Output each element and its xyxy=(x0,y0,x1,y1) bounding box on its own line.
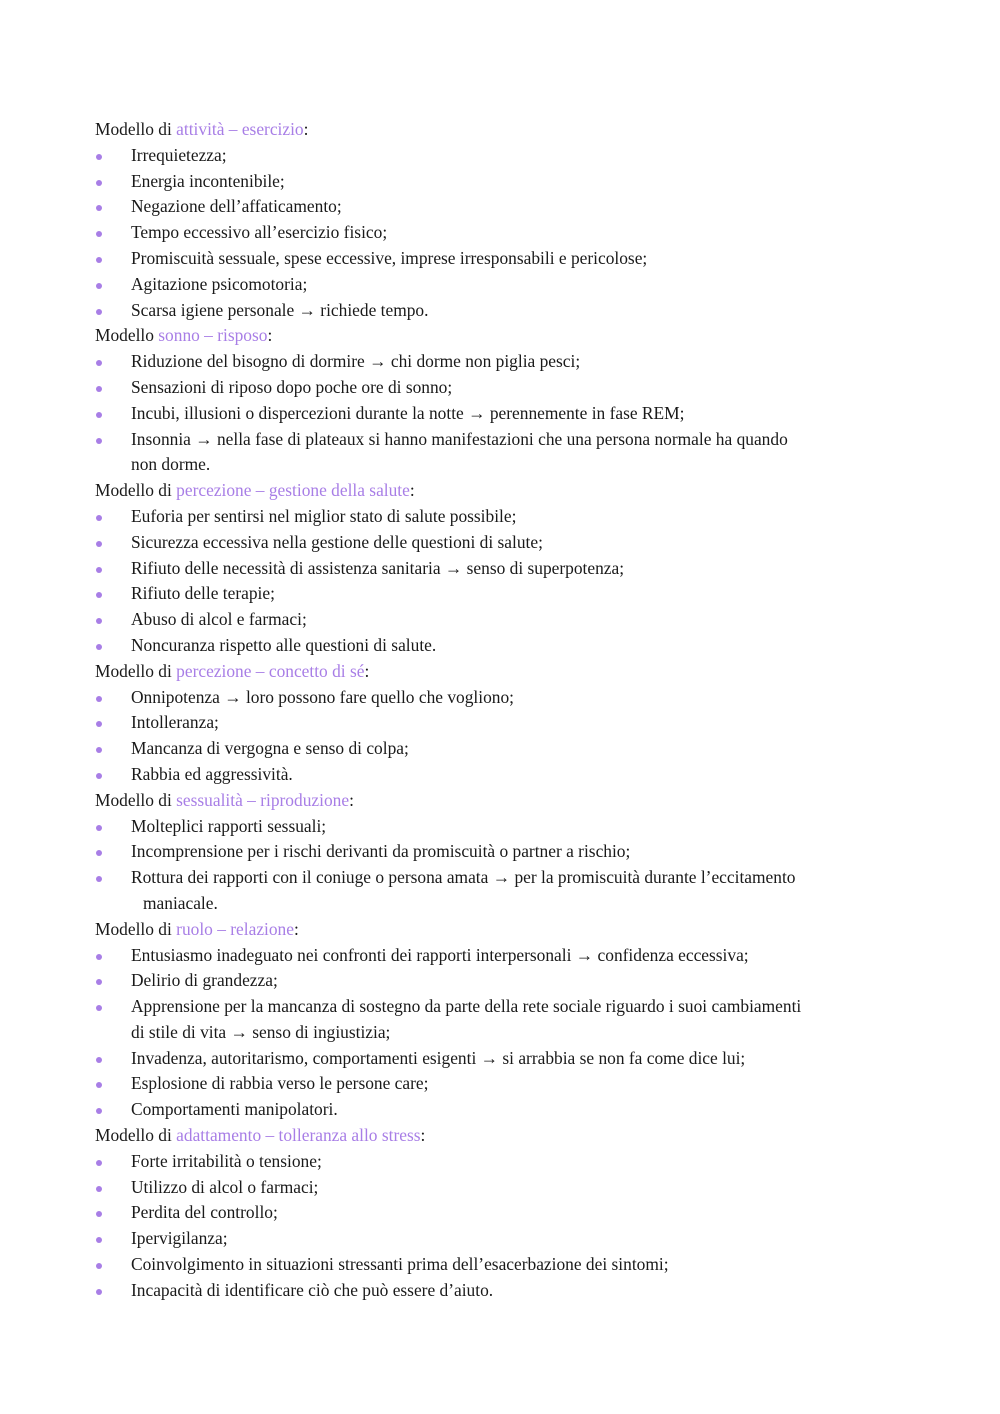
section-prefix: Modello di xyxy=(95,1125,177,1146)
bullet-list xyxy=(95,143,905,324)
list-item xyxy=(95,272,905,298)
bullet-dot-icon xyxy=(96,876,102,882)
bullet-dot-icon xyxy=(96,850,102,856)
list-item xyxy=(95,220,905,246)
section-colon: : xyxy=(364,660,370,681)
bullet-dot-icon xyxy=(96,618,102,624)
bullet-list xyxy=(95,943,905,1124)
list-item xyxy=(95,839,905,865)
list-item xyxy=(95,633,905,659)
list-item-text: Ipervigilanza; xyxy=(131,1228,228,1249)
list-item-continuation: di stile di vita → senso di ingiustizia; xyxy=(131,1021,391,1042)
list-item xyxy=(95,1071,905,1097)
section-prefix: Modello di xyxy=(95,480,177,501)
list-item-text: Rifiuto delle necessità di assistenza sanitaria → senso di superpotenza; xyxy=(131,557,625,578)
bullet-dot-icon xyxy=(96,257,102,263)
section-heading xyxy=(95,1123,905,1149)
section-topic: percezione – concetto di sé xyxy=(176,660,365,681)
list-item xyxy=(95,685,905,711)
list-item xyxy=(95,581,905,607)
bullet-dot-icon xyxy=(96,773,102,779)
list-item-text: Incapacità di identificare ciò che può essere d’aiuto. xyxy=(131,1279,494,1300)
list-item-text: Intolleranza; xyxy=(131,712,219,733)
bullet-dot-icon xyxy=(96,825,102,831)
list-item-text: Sensazioni di riposo dopo poche ore di sonno; xyxy=(131,376,453,397)
bullet-dot-icon xyxy=(96,1211,102,1217)
list-item-text: Incubi, illusioni o dispercezioni durante la notte → perennemente in fase REM; xyxy=(131,402,685,423)
section-heading xyxy=(95,659,905,685)
document-page xyxy=(95,117,905,1304)
list-item-text: Agitazione psicomotoria; xyxy=(131,273,308,294)
bullet-dot-icon xyxy=(96,1289,102,1295)
list-item xyxy=(95,349,905,375)
list-item xyxy=(95,298,905,324)
list-item-continuation: maniacale. xyxy=(143,892,218,913)
section-topic: sessualità – riproduzione xyxy=(176,789,350,810)
list-item xyxy=(95,401,905,427)
bullet-dot-icon xyxy=(96,1108,102,1114)
list-item xyxy=(95,943,905,969)
list-item xyxy=(95,194,905,220)
bullet-dot-icon xyxy=(96,747,102,753)
bullet-dot-icon xyxy=(96,231,102,237)
bullet-dot-icon xyxy=(96,309,102,315)
list-item-text: Sicurezza eccessiva nella gestione delle questioni di salute; xyxy=(131,531,543,552)
list-item-text: Entusiasmo inadeguato nei confronti dei rapporti interpersonali → confidenza eccessiva; xyxy=(131,944,749,965)
list-item xyxy=(95,762,905,788)
list-item xyxy=(95,530,905,556)
section-heading xyxy=(95,788,905,814)
bullet-dot-icon xyxy=(96,283,102,289)
list-item xyxy=(95,1175,905,1201)
list-item xyxy=(95,736,905,762)
bullet-dot-icon xyxy=(96,1160,102,1166)
list-item-text: Abuso di alcol e farmaci; xyxy=(131,609,307,630)
list-item-text: Negazione dell’affaticamento; xyxy=(131,196,342,217)
section-colon: : xyxy=(409,480,415,501)
bullet-dot-icon xyxy=(96,180,102,186)
list-item-text: Promiscuità sessuale, spese eccessive, imprese irresponsabili e pericolose; xyxy=(131,247,648,268)
list-item xyxy=(95,1226,905,1252)
list-item-text: Utilizzo di alcol o farmaci; xyxy=(131,1176,319,1197)
bullet-dot-icon xyxy=(96,696,102,702)
bullet-list xyxy=(95,1149,905,1304)
list-item-text: Irrequietezza; xyxy=(131,144,227,165)
list-item-text: Comportamenti manipolatori. xyxy=(131,1099,338,1120)
bullet-dot-icon xyxy=(96,1005,102,1011)
list-item xyxy=(95,246,905,272)
list-item-text: Rabbia ed aggressività. xyxy=(131,763,293,784)
list-item-text: Coinvolgimento in situazioni stressanti prima dell’esacerbazione dei sintomi; xyxy=(131,1254,669,1275)
list-item-text: Riduzione del bisogno di dormire → chi dorme non piglia pesci; xyxy=(131,351,581,372)
section-heading xyxy=(95,117,905,143)
list-item xyxy=(95,1149,905,1175)
section-prefix: Modello di xyxy=(95,660,177,681)
list-item-text: Noncuranza rispetto alle questioni di salute. xyxy=(131,634,437,655)
bullet-list xyxy=(95,814,905,917)
bullet-dot-icon xyxy=(96,386,102,392)
section-prefix: Modello xyxy=(95,325,159,346)
list-item xyxy=(95,556,905,582)
list-item xyxy=(95,1097,905,1123)
list-item-continuation: non dorme. xyxy=(131,454,211,475)
list-item-text: Scarsa igiene personale → richiede tempo. xyxy=(131,299,429,320)
list-item-text: Onnipotenza → loro possono fare quello che vogliono; xyxy=(131,686,514,707)
bullet-dot-icon xyxy=(96,1186,102,1192)
list-item-text: Tempo eccessivo all’esercizio fisico; xyxy=(131,222,388,243)
list-item xyxy=(95,504,905,530)
bullet-dot-icon xyxy=(96,592,102,598)
list-item xyxy=(95,1046,905,1072)
list-item-text: Mancanza di vergogna e senso di colpa; xyxy=(131,738,409,759)
list-item xyxy=(95,427,905,479)
bullet-dot-icon xyxy=(96,154,102,160)
list-item xyxy=(95,1252,905,1278)
bullet-dot-icon xyxy=(96,979,102,985)
bullet-dot-icon xyxy=(96,1057,102,1063)
section-prefix: Modello di xyxy=(95,918,177,939)
list-item xyxy=(95,1278,905,1304)
list-item xyxy=(95,375,905,401)
bullet-list xyxy=(95,504,905,659)
list-item xyxy=(95,1200,905,1226)
bullet-list xyxy=(95,349,905,478)
list-item xyxy=(95,814,905,840)
section-topic: attività – esercizio xyxy=(176,119,304,139)
bullet-dot-icon xyxy=(96,205,102,211)
list-item-text: Incomprensione per i rischi derivanti da promiscuità o partner a rischio; xyxy=(131,841,631,862)
section-heading xyxy=(95,478,905,504)
list-item-text: Delirio di grandezza; xyxy=(131,970,278,991)
list-item-text: Rottura dei rapporti con il coniuge o persona amata → per la promiscuità durante l’eccitamento xyxy=(131,867,796,888)
section-topic: adattamento – tolleranza allo stress xyxy=(176,1125,421,1146)
bullet-dot-icon xyxy=(96,1263,102,1269)
bullet-dot-icon xyxy=(96,360,102,366)
bullet-list xyxy=(95,685,905,788)
list-item-text: Forte irritabilità o tensione; xyxy=(131,1150,322,1171)
list-item-text: Insonnia → nella fase di plateaux si hanno manifestazioni che una persona normale ha quando xyxy=(131,428,788,449)
section-heading xyxy=(95,917,905,943)
list-item xyxy=(95,143,905,169)
section-topic: sonno – risposo xyxy=(158,325,268,346)
bullet-dot-icon xyxy=(96,1082,102,1088)
bullet-dot-icon xyxy=(96,1237,102,1243)
list-item xyxy=(95,710,905,736)
list-item-text: Esplosione di rabbia verso le persone care; xyxy=(131,1073,429,1094)
bullet-dot-icon xyxy=(96,515,102,521)
list-item-text: Euforia per sentirsi nel miglior stato di salute possibile; xyxy=(131,505,517,526)
list-item-text: Rifiuto delle terapie; xyxy=(131,583,275,604)
bullet-dot-icon xyxy=(96,438,102,444)
list-item xyxy=(95,169,905,195)
list-item-text: Molteplici rapporti sessuali; xyxy=(131,815,327,836)
section-prefix: Modello di xyxy=(95,119,177,139)
section-colon: : xyxy=(293,918,299,939)
bullet-dot-icon xyxy=(96,644,102,650)
list-item-text: Energia incontenibile; xyxy=(131,170,285,191)
bullet-dot-icon xyxy=(96,412,102,418)
bullet-dot-icon xyxy=(96,541,102,547)
list-item xyxy=(95,968,905,994)
section-topic: percezione – gestione della salute xyxy=(176,480,410,501)
section-prefix: Modello di xyxy=(95,789,177,810)
section-colon: : xyxy=(420,1125,426,1146)
list-item xyxy=(95,994,905,1046)
bullet-dot-icon xyxy=(96,954,102,960)
section-colon: : xyxy=(349,789,354,810)
list-item-text: Perdita del controllo; xyxy=(131,1202,278,1223)
list-item xyxy=(95,607,905,633)
list-item-text: Apprensione per la mancanza di sostegno da parte della rete sociale riguardo i suoi cambiamenti xyxy=(131,996,802,1017)
section-topic: ruolo – relazione xyxy=(176,918,294,939)
list-item xyxy=(95,865,905,917)
list-item-text: Invadenza, autoritarismo, comportamenti esigenti → si arrabbia se non fa come dice lui; xyxy=(131,1047,746,1068)
section-colon: : xyxy=(303,119,309,139)
bullet-dot-icon xyxy=(96,567,102,573)
section-colon: : xyxy=(267,325,273,346)
section-heading xyxy=(95,323,905,349)
bullet-dot-icon xyxy=(96,721,102,727)
